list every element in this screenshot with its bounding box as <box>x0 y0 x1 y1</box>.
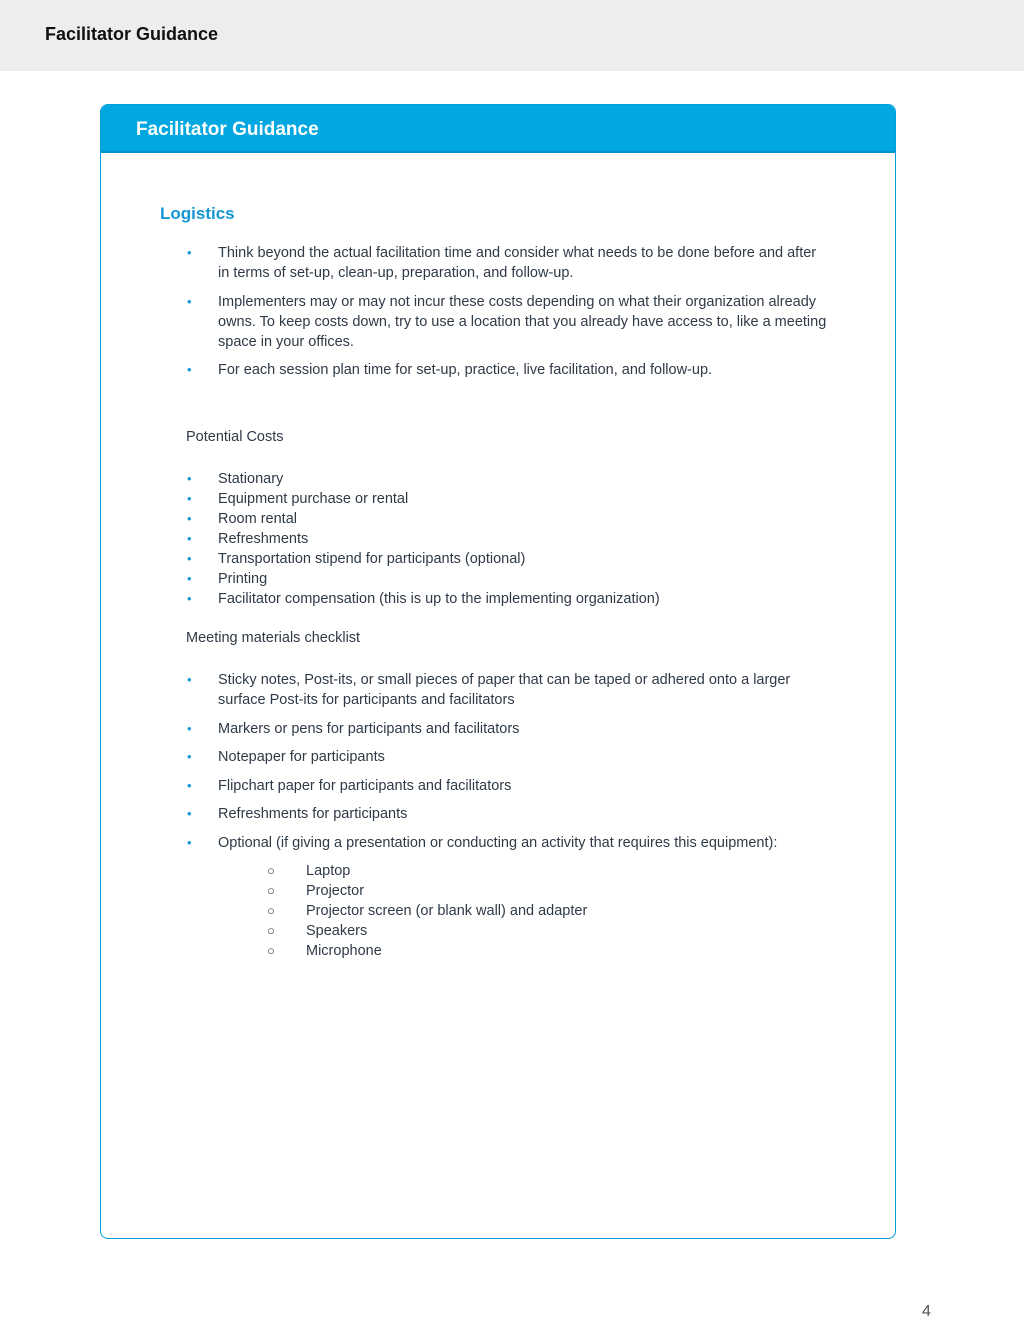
list-item: • Refreshments for participants <box>187 806 408 822</box>
list-item: • Stationary <box>187 471 284 487</box>
bullet-icon: • <box>187 806 192 821</box>
bullet-icon: • <box>187 672 192 687</box>
bullet-icon: • <box>187 293 192 309</box>
potential-costs-heading: Potential Costs <box>186 429 284 445</box>
list-item: • Think beyond the actual facilitation time and consider what needs to be done before and after in terms of set-up, clean-up, preparation, and follow-up. <box>187 245 817 281</box>
list-item: • Printing <box>187 571 268 587</box>
bullet-icon: • <box>187 551 192 566</box>
bullet-icon: • <box>187 571 192 586</box>
list-item: • Room rental <box>187 511 297 527</box>
bullet-icon: • <box>187 362 192 377</box>
list-item: • Markers or pens for participants and facilitators <box>187 720 520 737</box>
logistics-list <box>187 243 827 389</box>
circle-bullet-icon: ○ <box>267 863 275 878</box>
bullet-icon: • <box>187 720 192 736</box>
list-item: • Facilitator compensation (this is up to the implementing organization) <box>187 591 660 607</box>
list-item: • Implementers may or may not incur these costs depending on what their organization already owns. To keep costs down, try to use a location that you already have access to, like a meeting space in your offices. <box>187 293 827 350</box>
potential-costs-list <box>187 469 827 609</box>
guidance-panel <box>100 104 896 1239</box>
bullet-icon: • <box>187 591 192 606</box>
document-header-title: Facilitator Guidance <box>45 24 219 44</box>
list-item: ○ Speakers <box>267 923 368 939</box>
list-item: • Transportation stipend for participants (optional) <box>187 551 526 567</box>
list-item: • Optional (if giving a presentation or conducting an activity that requires this equipment): <box>187 834 778 851</box>
list-item: • Sticky notes, Post-its, or small pieces of paper that can be taped or adhered onto a larger surface Post-its for participants and facilitators <box>187 672 791 708</box>
list-item: • Notepaper for participants <box>187 749 385 765</box>
bullet-icon: • <box>187 471 192 486</box>
list-item: • Refreshments <box>187 531 309 547</box>
panel-title: Facilitator Guidance <box>136 119 319 140</box>
materials-checklist-heading: Meeting materials checklist <box>186 630 361 646</box>
list-item: • Flipchart paper for participants and facilitators <box>187 777 512 794</box>
circle-bullet-icon: ○ <box>267 883 275 898</box>
bullet-icon: • <box>187 749 192 764</box>
list-item: ○ Laptop <box>267 863 351 879</box>
logistics-heading: Logistics <box>160 204 235 223</box>
circle-bullet-icon: ○ <box>267 903 275 918</box>
bullet-icon: • <box>187 834 192 850</box>
circle-bullet-icon: ○ <box>267 943 275 958</box>
list-item: • For each session plan time for set-up, practice, live facilitation, and follow-up. <box>187 362 713 378</box>
list-item: ○ Microphone <box>267 943 382 959</box>
list-item: ○ Projector <box>267 883 365 899</box>
list-item: ○ Projector screen (or blank wall) and adapter <box>267 903 588 919</box>
bullet-icon: • <box>187 777 192 793</box>
bullet-icon: • <box>187 245 192 260</box>
materials-checklist <box>187 670 827 861</box>
top-header-bar <box>0 0 1024 71</box>
page-number: 4 <box>922 1303 931 1320</box>
bullet-icon: • <box>187 511 192 526</box>
circle-bullet-icon: ○ <box>267 923 275 938</box>
panel-header <box>101 105 895 153</box>
bullet-icon: • <box>187 531 192 546</box>
bullet-icon: • <box>187 491 192 506</box>
list-item: • Equipment purchase or rental <box>187 491 409 507</box>
optional-equipment-list <box>267 861 667 961</box>
